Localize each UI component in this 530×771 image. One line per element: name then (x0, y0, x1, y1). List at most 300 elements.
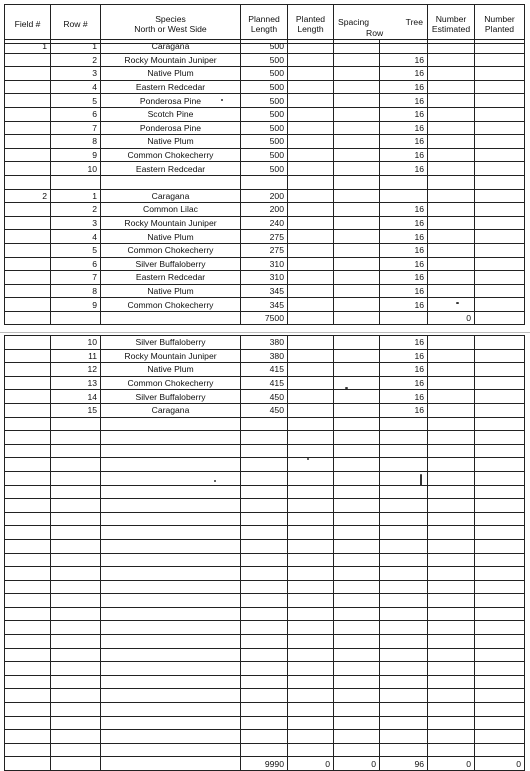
blank-cell (288, 635, 334, 649)
planted-length-cell (288, 94, 334, 108)
blank-cell (51, 567, 101, 581)
blank-cell (380, 648, 428, 662)
blank-cell (428, 539, 475, 553)
blank-cell (241, 594, 288, 608)
blank-cell (5, 607, 51, 621)
blank-cell (241, 689, 288, 703)
number-planted-cell (475, 363, 525, 377)
blank-cell (241, 444, 288, 458)
planted-length-cell (288, 135, 334, 149)
row-number-cell (51, 311, 101, 325)
blank-cell (51, 444, 101, 458)
blank-cell (334, 485, 380, 499)
blank-cell (380, 703, 428, 717)
scan-speck (420, 474, 422, 486)
blank-cell (101, 648, 241, 662)
blank-row (5, 485, 525, 499)
blank-cell (241, 675, 288, 689)
number-estimated-cell (428, 148, 475, 162)
blank-cell (101, 431, 241, 445)
table-row (5, 403, 525, 417)
tree-spacing-cell (380, 175, 428, 189)
blank-cell (288, 607, 334, 621)
blank-cell (475, 567, 525, 581)
total-planted-length: 0 (288, 757, 334, 771)
number-estimated-cell (428, 175, 475, 189)
blank-row (5, 539, 525, 553)
row-spacing-cell (334, 121, 380, 135)
blank-cell (5, 675, 51, 689)
blank-cell (288, 526, 334, 540)
row-spacing-cell (334, 53, 380, 67)
field-cell (5, 298, 51, 312)
blank-cell (334, 675, 380, 689)
species-header: Species North or West Side (101, 5, 241, 44)
planted-length-cell (288, 257, 334, 271)
planned-length-cell: 275 (241, 230, 288, 244)
blank-cell (380, 675, 428, 689)
planted-length-cell (288, 203, 334, 217)
blank-cell (5, 471, 51, 485)
table-row (5, 336, 525, 350)
field-cell: 2 (5, 189, 51, 203)
blank-cell (380, 743, 428, 757)
blank-cell (334, 662, 380, 676)
blank-cell (288, 444, 334, 458)
blank-cell (428, 621, 475, 635)
species-cell (101, 175, 241, 189)
blank-cell (101, 567, 241, 581)
blank-cell (241, 607, 288, 621)
blank-cell (5, 417, 51, 431)
blank-cell (101, 635, 241, 649)
row-spacing-cell (334, 135, 380, 149)
row-number-cell: 10 (51, 336, 101, 350)
blank-cell (288, 580, 334, 594)
field-cell (5, 376, 51, 390)
planned-length-cell: 500 (241, 80, 288, 94)
number-planted-cell (475, 148, 525, 162)
field-cell (5, 162, 51, 176)
blank-cell (334, 607, 380, 621)
tree-spacing-cell: 16 (380, 121, 428, 135)
species-cell: Native Plum (101, 67, 241, 81)
total-row-spacing: 0 (334, 757, 380, 771)
tree-spacing-cell: 16 (380, 94, 428, 108)
number-planted-cell (475, 390, 525, 404)
field-cell (5, 80, 51, 94)
blank-row (5, 512, 525, 526)
blank-cell (51, 716, 101, 730)
blank-cell (334, 512, 380, 526)
blank-cell (380, 512, 428, 526)
blank-cell (5, 648, 51, 662)
blank-cell (475, 716, 525, 730)
blank-cell (428, 607, 475, 621)
blank-cell (380, 458, 428, 472)
species-cell: Rocky Mountain Juniper (101, 349, 241, 363)
blank-cell (101, 621, 241, 635)
table-row (5, 148, 525, 162)
row-spacing-cell (334, 284, 380, 298)
planted-length-cell (288, 271, 334, 285)
blank-cell (101, 743, 241, 757)
number-estimated-cell (428, 376, 475, 390)
row-spacing-cell (334, 107, 380, 121)
row-spacing-cell (334, 376, 380, 390)
planned-length-cell: 200 (241, 189, 288, 203)
row-spacing-cell (334, 80, 380, 94)
spacing-label: Spacing (338, 17, 370, 27)
scan-speck (221, 99, 223, 101)
blank-cell (101, 553, 241, 567)
blank-cell (428, 499, 475, 513)
blank-cell (5, 553, 51, 567)
blank-cell (51, 471, 101, 485)
blank-cell (101, 499, 241, 513)
blank-cell (51, 607, 101, 621)
planted-length-cell (288, 311, 334, 325)
species-cell: Scotch Pine (101, 107, 241, 121)
blank-cell (241, 553, 288, 567)
blank-cell (380, 580, 428, 594)
tree-spacing-cell: 16 (380, 376, 428, 390)
number-estimated-cell (428, 230, 475, 244)
tree-label: Tree (405, 17, 423, 27)
blank-cell (334, 716, 380, 730)
planned-length-cell: 500 (241, 148, 288, 162)
tree-spacing-cell: 16 (380, 162, 428, 176)
blank-cell (475, 526, 525, 540)
blank-cell (475, 703, 525, 717)
total-planned-length: 9990 (241, 757, 288, 771)
species-cell: Native Plum (101, 363, 241, 377)
blank-cell (475, 662, 525, 676)
blank-cell (288, 417, 334, 431)
blank-cell (288, 553, 334, 567)
blank-cell (101, 512, 241, 526)
blank-cell (241, 485, 288, 499)
planned-length-cell: 415 (241, 363, 288, 377)
blank-cell (101, 539, 241, 553)
blank-cell (101, 730, 241, 744)
planted-length-cell (288, 162, 334, 176)
blank-cell (241, 458, 288, 472)
blank-cell (428, 730, 475, 744)
planned-length-cell: 500 (241, 162, 288, 176)
blank-cell (51, 648, 101, 662)
number-estimated-cell (428, 298, 475, 312)
blank-cell (5, 594, 51, 608)
table-row (5, 53, 525, 67)
species-cell: Native Plum (101, 230, 241, 244)
table-row (5, 257, 525, 271)
blank-cell (475, 431, 525, 445)
blank-cell (5, 730, 51, 744)
row-spacing-cell (334, 40, 380, 54)
blank-cell (5, 499, 51, 513)
planned-length-cell: 500 (241, 135, 288, 149)
blank-cell (101, 716, 241, 730)
planned-length-cell: 500 (241, 121, 288, 135)
field-cell (5, 94, 51, 108)
row-number-cell: 5 (51, 94, 101, 108)
species-cell (101, 311, 241, 325)
total-number-estimated: 0 (428, 757, 475, 771)
blank-cell (475, 675, 525, 689)
blank-cell (288, 703, 334, 717)
blank-cell (428, 485, 475, 499)
blank-cell (241, 730, 288, 744)
blank-cell (288, 512, 334, 526)
blank-cell (51, 621, 101, 635)
number-planted-cell (475, 336, 525, 350)
blank-cell (101, 703, 241, 717)
row-spacing-cell (334, 390, 380, 404)
blank-cell (51, 417, 101, 431)
tree-spacing-cell: 16 (380, 230, 428, 244)
blank-row (5, 716, 525, 730)
blank-cell (428, 512, 475, 526)
blank-cell (101, 417, 241, 431)
number-planted-cell (475, 349, 525, 363)
blank-cell (51, 635, 101, 649)
row-spacing-cell (334, 203, 380, 217)
tree-spacing-cell: 16 (380, 284, 428, 298)
row-spacing-cell (334, 363, 380, 377)
number-estimated-cell (428, 121, 475, 135)
field-cell: 1 (5, 40, 51, 54)
number-planted-cell (475, 271, 525, 285)
blank-cell (475, 743, 525, 757)
blank-row (5, 689, 525, 703)
field-cell (5, 121, 51, 135)
spacing-header (334, 5, 428, 44)
blank-cell (334, 567, 380, 581)
number-planted-cell (475, 121, 525, 135)
blank-row (5, 635, 525, 649)
blank-cell (288, 471, 334, 485)
blank-cell (334, 431, 380, 445)
table-row (5, 376, 525, 390)
species-cell: Common Chokecherry (101, 243, 241, 257)
blank-cell (334, 580, 380, 594)
planned-length-cell: 200 (241, 203, 288, 217)
blank-cell (428, 458, 475, 472)
blank-row (5, 594, 525, 608)
planted-length-cell (288, 216, 334, 230)
blank-row (5, 621, 525, 635)
blank-cell (51, 512, 101, 526)
blank-cell (51, 458, 101, 472)
number-planted-cell (475, 243, 525, 257)
totals-field-cell (5, 757, 51, 771)
blank-cell (101, 485, 241, 499)
table-row (5, 298, 525, 312)
blank-cell (288, 648, 334, 662)
planted-length-cell (288, 230, 334, 244)
blank-cell (475, 499, 525, 513)
blank-row (5, 431, 525, 445)
field-cell (5, 403, 51, 417)
blank-cell (288, 730, 334, 744)
blank-cell (5, 703, 51, 717)
blank-cell (101, 526, 241, 540)
blank-cell (334, 458, 380, 472)
blank-cell (334, 553, 380, 567)
total-tree-spacing: 96 (380, 757, 428, 771)
number-estimated-cell (428, 363, 475, 377)
tree-spacing-cell: 16 (380, 363, 428, 377)
blank-cell (334, 730, 380, 744)
row-spacing-cell (334, 243, 380, 257)
blank-cell (428, 662, 475, 676)
tree-spacing-cell: 16 (380, 403, 428, 417)
tree-spacing-cell (380, 311, 428, 325)
planted-length-cell (288, 376, 334, 390)
blank-cell (241, 471, 288, 485)
row-spacing-cell (334, 349, 380, 363)
tree-spacing-cell: 16 (380, 107, 428, 121)
species-cell: Common Chokecherry (101, 376, 241, 390)
planned-length-cell (241, 175, 288, 189)
planted-length-cell (288, 390, 334, 404)
blank-cell (241, 499, 288, 513)
blank-cell (380, 526, 428, 540)
species-cell: Eastern Redcedar (101, 162, 241, 176)
number-planted-cell (475, 376, 525, 390)
total-number-planted: 0 (475, 757, 525, 771)
species-cell: Eastern Redcedar (101, 271, 241, 285)
blank-cell (380, 485, 428, 499)
table-row (5, 390, 525, 404)
totals-row (5, 757, 525, 771)
tree-spacing-cell: 16 (380, 80, 428, 94)
row-spacing-cell (334, 336, 380, 350)
blank-cell (51, 431, 101, 445)
blank-cell (241, 716, 288, 730)
blank-row (5, 703, 525, 717)
blank-cell (380, 621, 428, 635)
row-number-cell: 9 (51, 298, 101, 312)
upper-rows-table (4, 39, 525, 325)
blank-cell (241, 512, 288, 526)
blank-cell (428, 689, 475, 703)
blank-cell (334, 539, 380, 553)
table-row (5, 162, 525, 176)
blank-cell (288, 662, 334, 676)
number-estimated-cell (428, 162, 475, 176)
blank-cell (475, 730, 525, 744)
number-planted-cell (475, 135, 525, 149)
table-row (5, 349, 525, 363)
table-row (5, 230, 525, 244)
row-number-cell: 11 (51, 349, 101, 363)
row-spacing-cell (334, 94, 380, 108)
row-spacing-cell (334, 67, 380, 81)
number-planted-cell (475, 80, 525, 94)
scan-speck (307, 458, 309, 460)
blank-cell (5, 567, 51, 581)
tree-spacing-cell: 16 (380, 67, 428, 81)
planned-length-cell: 450 (241, 403, 288, 417)
number-planted-cell (475, 230, 525, 244)
species-cell: Native Plum (101, 135, 241, 149)
species-cell: Common Chokecherry (101, 298, 241, 312)
blank-cell (428, 526, 475, 540)
table-row (5, 271, 525, 285)
field-cell (5, 336, 51, 350)
blank-cell (5, 539, 51, 553)
species-cell: Ponderosa Pine (101, 121, 241, 135)
blank-row (5, 526, 525, 540)
field-header: Field # (5, 5, 51, 44)
blank-cell (241, 648, 288, 662)
planned-length-cell: 500 (241, 107, 288, 121)
planted-length-cell (288, 121, 334, 135)
table-row (5, 80, 525, 94)
planned-length-cell: 275 (241, 243, 288, 257)
field-cell (5, 135, 51, 149)
blank-cell (51, 743, 101, 757)
planned-length-header: Planned Length (241, 5, 288, 44)
blank-cell (51, 526, 101, 540)
blank-cell (101, 594, 241, 608)
blank-cell (475, 635, 525, 649)
blank-cell (241, 743, 288, 757)
row-spacing-cell (334, 189, 380, 203)
blank-cell (51, 730, 101, 744)
blank-cell (5, 431, 51, 445)
blank-cell (380, 553, 428, 567)
totals-species-cell (101, 757, 241, 771)
blank-cell (288, 485, 334, 499)
number-estimated-cell (428, 203, 475, 217)
row-spacing-cell (334, 148, 380, 162)
number-planted-cell (475, 216, 525, 230)
blank-cell (101, 689, 241, 703)
table-row (5, 216, 525, 230)
field-cell (5, 271, 51, 285)
blank-cell (428, 580, 475, 594)
blank-row (5, 444, 525, 458)
table-row (5, 284, 525, 298)
table-row (5, 67, 525, 81)
number-planted-cell (475, 284, 525, 298)
blank-cell (428, 553, 475, 567)
number-planted-cell (475, 298, 525, 312)
blank-cell (380, 689, 428, 703)
number-planted-cell (475, 403, 525, 417)
tree-spacing-cell: 16 (380, 271, 428, 285)
column-header-table (4, 4, 525, 44)
number-planted-cell (475, 311, 525, 325)
blank-cell (288, 594, 334, 608)
blank-cell (475, 621, 525, 635)
planted-length-cell (288, 148, 334, 162)
number-estimated-cell (428, 40, 475, 54)
blank-cell (288, 675, 334, 689)
planted-length-cell (288, 336, 334, 350)
row-number-cell: 2 (51, 53, 101, 67)
blank-row (5, 743, 525, 757)
blank-cell (428, 648, 475, 662)
row-number-cell: 13 (51, 376, 101, 390)
field-cell (5, 390, 51, 404)
row-number-cell: 8 (51, 135, 101, 149)
blank-cell (380, 662, 428, 676)
blank-cell (288, 431, 334, 445)
